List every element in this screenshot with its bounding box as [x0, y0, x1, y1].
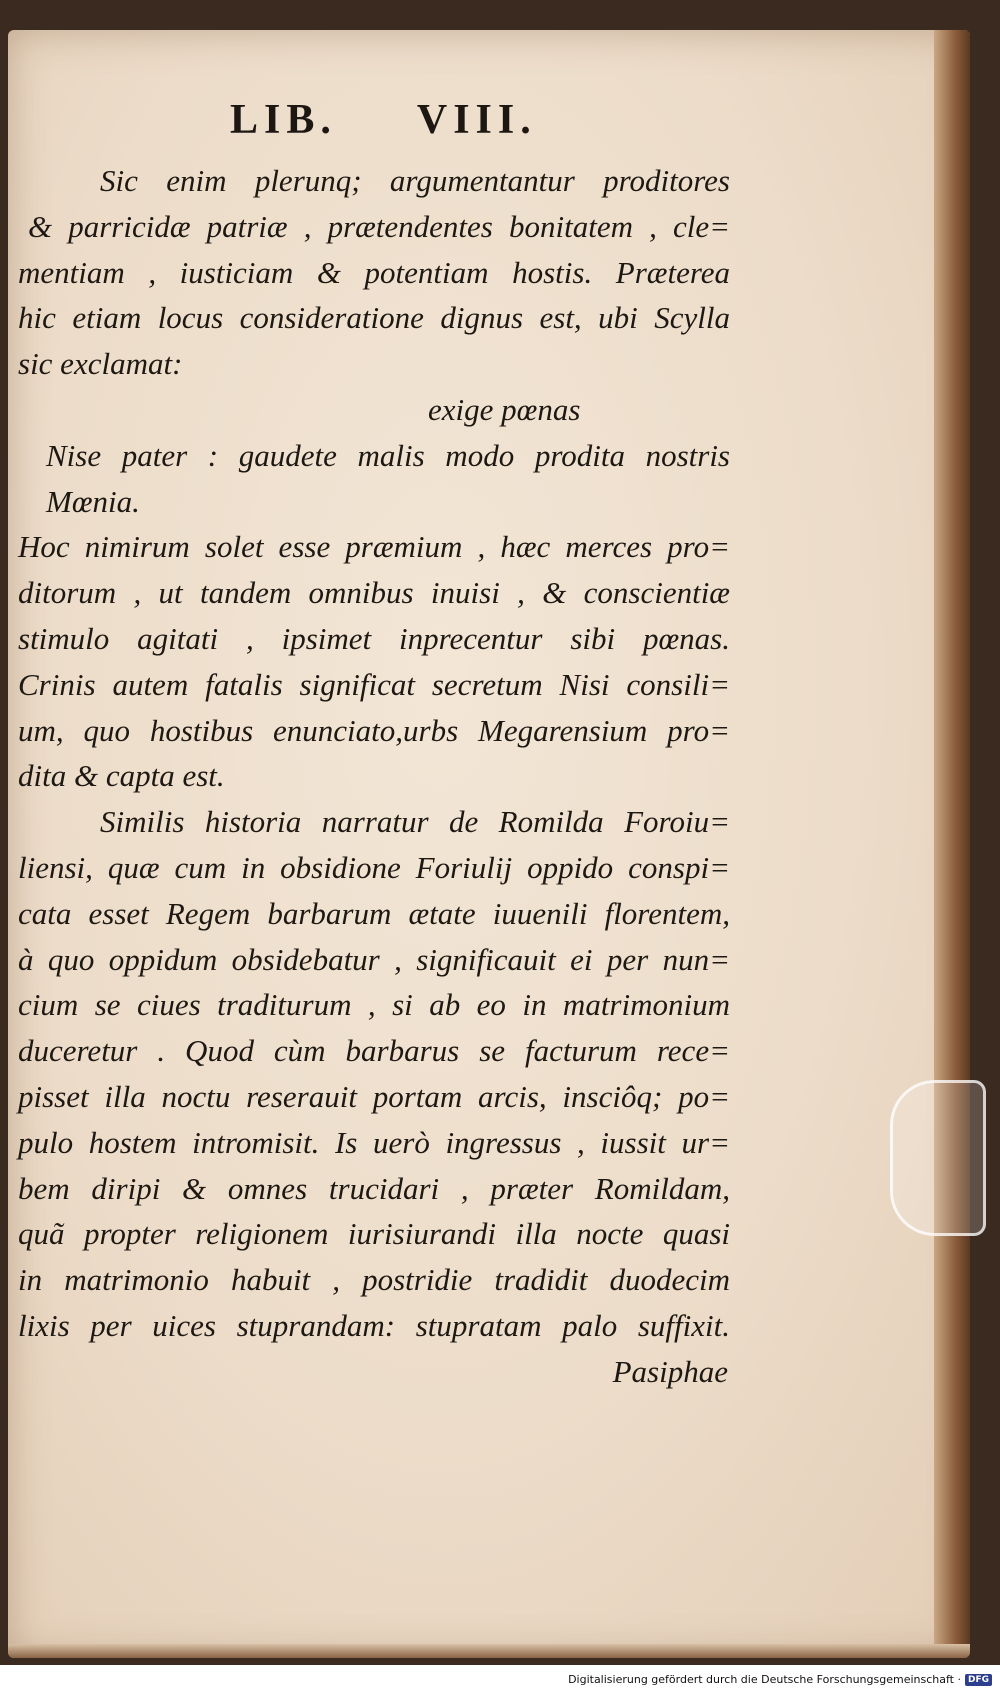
text-line: duceretur . Quod cùm barbarus se facturum rece= — [18, 1033, 730, 1069]
text-line: in matrimonio habuit , postridie tradidit duodecim — [18, 1262, 730, 1298]
page-body-text — [18, 158, 730, 1395]
page-edge-right — [934, 30, 970, 1658]
running-header — [230, 96, 550, 144]
verse-line: exige pœnas — [428, 391, 581, 427]
text-line: dita & capta est. — [18, 758, 225, 794]
page-clip — [890, 1080, 986, 1236]
text-line: Similis historia narratur de Romilda Foroiu= — [100, 804, 730, 840]
dfg-logo: DFG — [965, 1674, 992, 1686]
header-book-number: VIII. — [416, 97, 537, 143]
catchword: Pasiphae — [612, 1353, 728, 1389]
verse-line: Nise pater : gaudete malis modo prodita nostris — [46, 437, 730, 473]
text-line: Crinis autem fatalis significat secretum Nisi consili= — [18, 666, 730, 702]
text-line: Hoc nimirum solet esse præmium , hæc merces pro= — [18, 529, 730, 565]
text-line: um, quo hostibus enunciato,urbs Megarensium pro= — [18, 712, 730, 748]
text-line: à quo oppidum obsidebatur , significauit ei per nun= — [18, 941, 730, 977]
text-line: lixis per uices stuprandam: stupratam palo suffixit. — [18, 1307, 730, 1343]
text-line: sic exclamat: — [18, 346, 183, 382]
text-line: Sic enim plerunq; argumentantur proditores — [100, 163, 730, 198]
text-line: cium se ciues traditurum , si ab eo in matrimonium — [18, 987, 730, 1023]
header-book-label: LIB. — [230, 97, 337, 143]
credit-text: Digitalisierung gefördert durch die Deutsche Forschungsgemeinschaft · — [568, 1673, 961, 1686]
text-line: ditorum , ut tandem omnibus inuisi , & conscientiæ — [18, 575, 730, 611]
text-line: & parricidæ patriæ , prætendentes bonitatem , cle= — [28, 208, 730, 244]
text-line: mentiam , iusticiam & potentiam hostis. Præterea — [18, 254, 730, 290]
text-line: quã propter religionem iurisiurandi illa nocte quasi — [18, 1216, 730, 1252]
text-line: bem diripi & omnes trucidari , præter Romildam, — [18, 1170, 730, 1206]
text-line: hic etiam locus consideratione dignus est, ubi Scylla — [18, 300, 730, 336]
text-line: liensi, quæ cum in obsidione Foriulij oppido conspi= — [18, 849, 730, 885]
text-line: pulo hostem intromisit. Is uerò ingressus , iussit ur= — [18, 1124, 730, 1160]
digitization-credit — [568, 1673, 992, 1686]
text-line: cata esset Regem barbarum ætate iuuenili florentem, — [18, 895, 730, 931]
page-edge-bottom — [8, 1644, 970, 1658]
text-line: pisset illa noctu reserauit portam arcis, insciôq; po= — [18, 1078, 730, 1114]
text-line: stimulo agitati , ipsimet inprecentur sibi pœnas. — [18, 620, 730, 656]
verse-line: Mœnia. — [46, 483, 140, 519]
